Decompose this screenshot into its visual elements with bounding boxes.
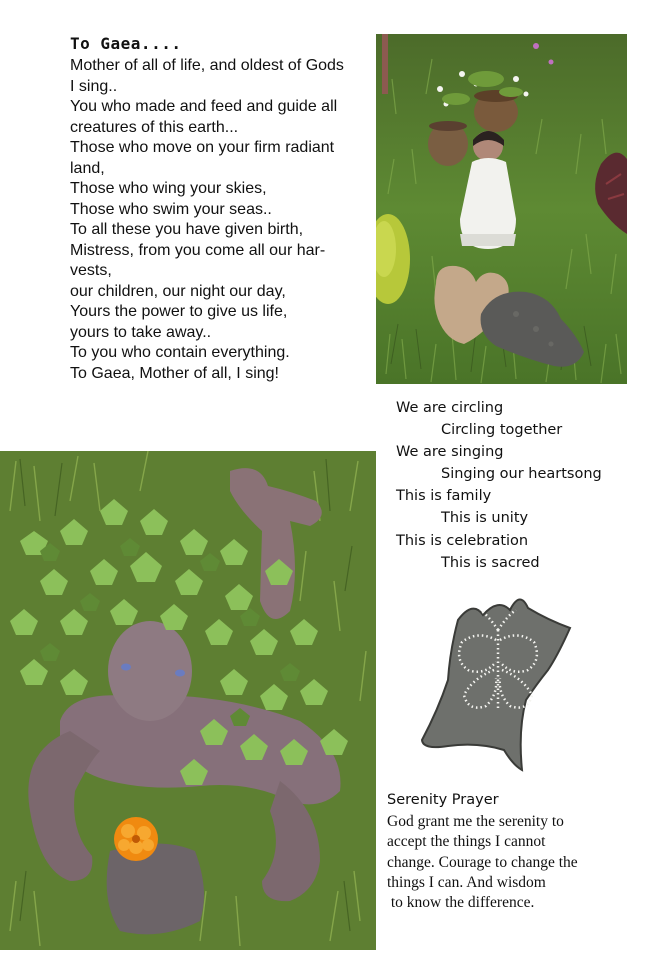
prayer-line: change. Courage to change the <box>387 853 578 871</box>
chant-line: This is unity <box>441 510 529 527</box>
poem-line: Those who wing your skies, <box>70 180 267 197</box>
serenity-prayer-body <box>387 812 637 913</box>
prayer-line: accept the things I cannot <box>387 833 546 851</box>
poem-line: To you who contain everything. <box>70 344 290 361</box>
poem-line: creatures of this earth... <box>70 118 239 136</box>
poem-line: To Gaea, Mother of all, I sing! <box>70 364 279 382</box>
poem-line: Mother of all of life, and oldest of Gods <box>70 57 344 74</box>
prayer-line: things I can. And wisdom <box>387 873 546 891</box>
chant-line: This is celebration <box>396 532 529 549</box>
chant-line: Circling together <box>441 422 563 439</box>
poem-line: yours to take away.. <box>70 323 212 341</box>
butterfly-stone-image <box>418 590 578 780</box>
poem-line: Those who swim your seas.. <box>70 200 272 218</box>
poem-line: Yours the power to give us life, <box>70 303 288 320</box>
poem-line: vests, <box>70 262 112 279</box>
poem-title: To Gaea.... <box>70 34 182 53</box>
poem-line: You who made and feed and guide all <box>70 98 338 115</box>
chant-line: This is family <box>396 488 492 505</box>
chant-line: Singing our heartsong <box>441 466 602 483</box>
prayer-line: to know the difference. <box>387 894 535 912</box>
chant-line: This is sacred <box>441 554 540 571</box>
chant-line: We are singing <box>396 444 504 461</box>
ivy-figure-photo <box>0 451 376 950</box>
poem-line: land, <box>70 159 105 177</box>
poem-line: Those who move on your firm radiant <box>70 139 335 156</box>
serenity-prayer-title: Serenity Prayer <box>387 792 499 808</box>
poem-line: our children, our night our day, <box>70 282 286 300</box>
chant-poem <box>396 397 636 574</box>
poem-line: Mistress, from you come all our har- <box>70 241 326 259</box>
poem-line: I sing.. <box>70 77 118 95</box>
chant-line: We are circling <box>396 400 504 416</box>
goddess-garden-photo <box>376 34 627 384</box>
poem-line: To all these you have given birth, <box>70 221 304 238</box>
prayer-line: God grant me the serenity to <box>387 813 564 830</box>
poem-body <box>70 56 372 384</box>
